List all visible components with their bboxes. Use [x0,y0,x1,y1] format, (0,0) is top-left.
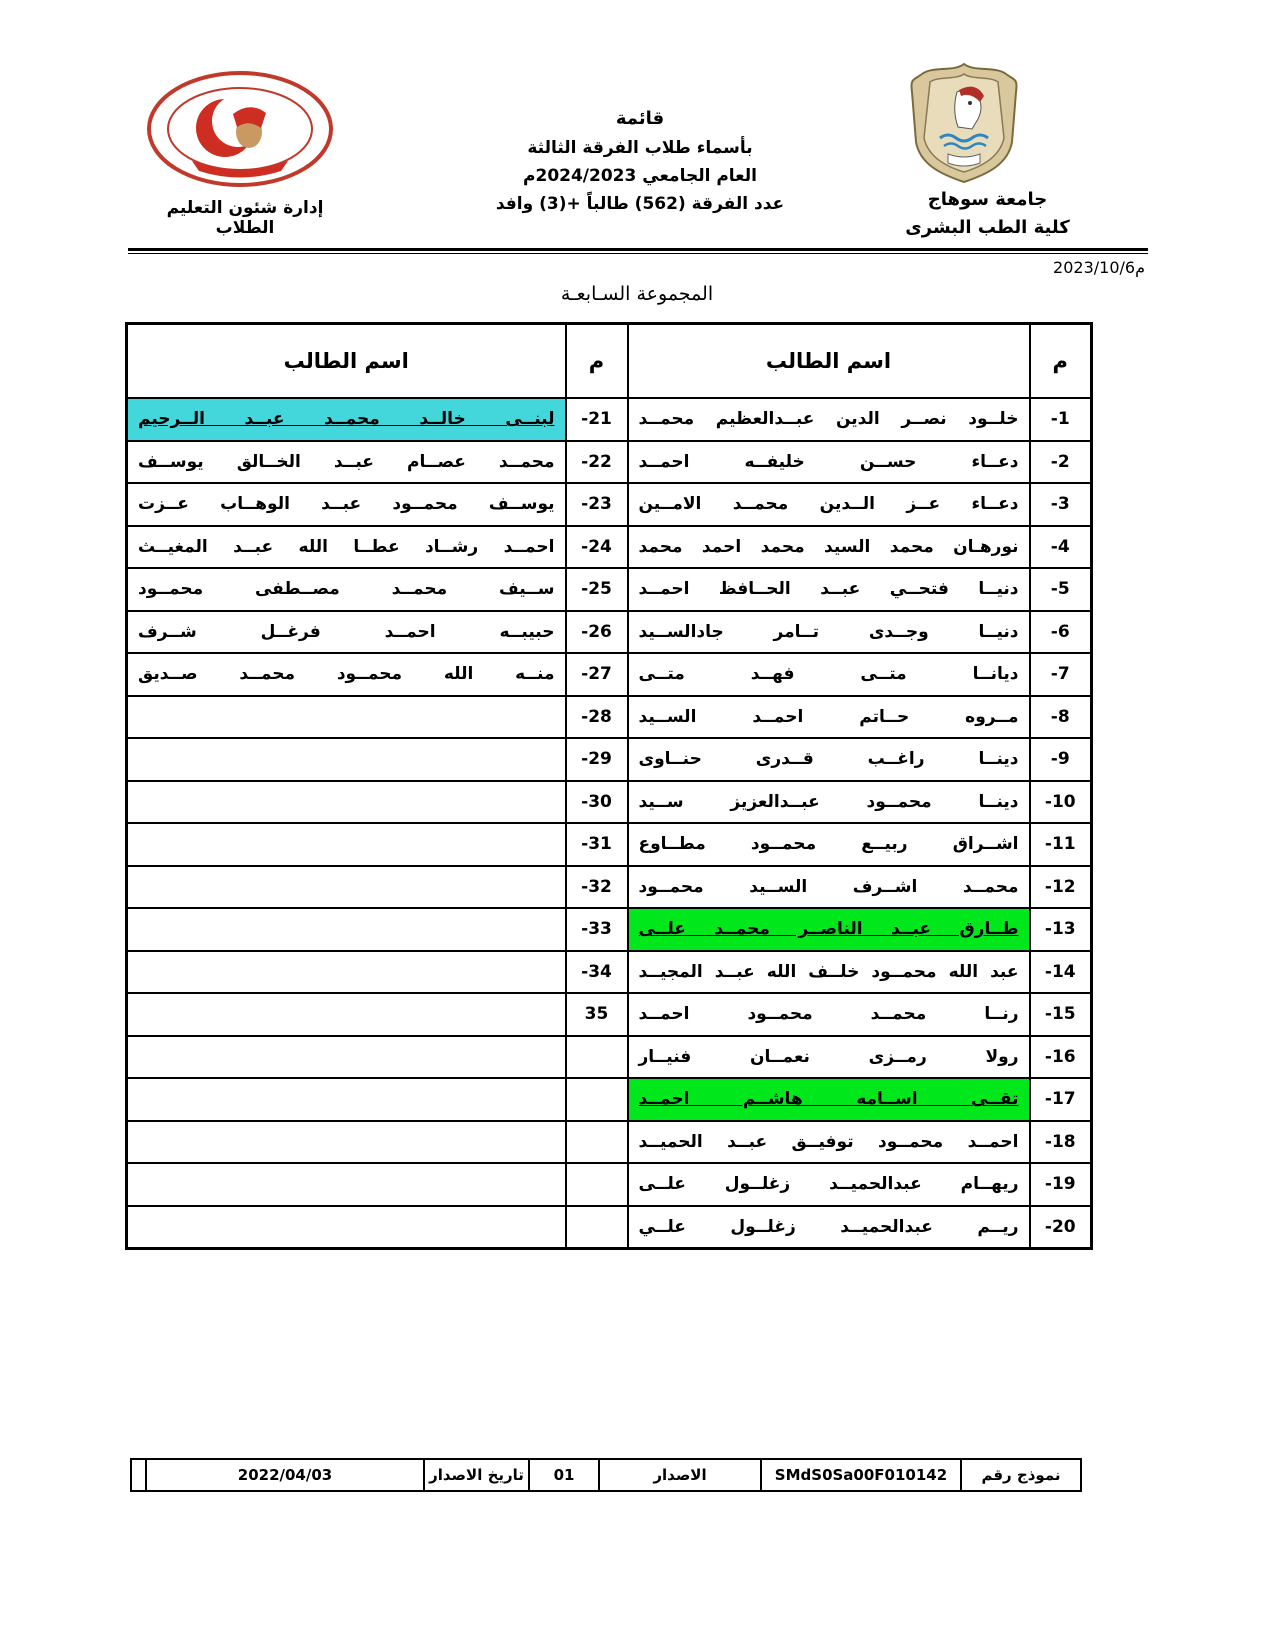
student-number-cell: -11 [1030,823,1092,866]
student-number-cell [566,1036,628,1079]
student-number-cell: -6 [1030,611,1092,654]
student-number-cell: -18 [1030,1121,1092,1164]
student-name-cell: منــه الله محمــود محمــد صــديق [127,653,566,696]
student-name-cell: دنيــا وجــدى تــامر جادالســيد [628,611,1030,654]
student-number-cell: -29 [566,738,628,781]
student-name-cell: احمــد رشــاد عطــا الله عبــد المغيــث [127,526,566,569]
table-row [127,993,1092,1036]
student-number-cell: -22 [566,441,628,484]
table-row [127,526,1092,569]
department-label: إدارة شئون التعليم الطلاب [166,198,324,238]
table-row [127,696,1092,739]
student-number-cell: -10 [1030,781,1092,824]
form-number-label: نموذج رقم [961,1459,1081,1491]
student-name-cell [127,866,566,909]
issue-date-label: تاريخ الاصدار [424,1459,529,1491]
table-row [127,441,1092,484]
issue-date-value: 2022/04/03 [146,1459,424,1491]
header-divider-thin [128,253,1148,254]
table-row [127,653,1092,696]
student-name-cell [127,1163,566,1206]
table-header-row [127,324,1092,399]
faculty-logo [145,70,335,192]
student-number-cell: -20 [1030,1206,1092,1249]
student-name-cell: دعــاء عــز الــدين محمــد الامــين [628,483,1030,526]
student-name-cell: طــارق عبــد الناصــر محمــد علــى [628,908,1030,951]
list-subtitle: بأسماء طلاب الفرقة الثالثة [527,138,753,158]
student-name-cell [127,993,566,1036]
student-name-cell [127,951,566,994]
student-name-cell: احمــد محمــود توفيــق عبــد الحميــد [628,1121,1030,1164]
student-number-cell: -19 [1030,1163,1092,1206]
student-number-cell: -27 [566,653,628,696]
table-row [127,1163,1092,1206]
name-column-header: اسم الطالب [127,324,566,399]
student-name-cell [127,908,566,951]
student-number-cell: -4 [1030,526,1092,569]
table-row [127,1036,1092,1079]
student-name-cell: ســيف محمــد مصــطفى محمــود [127,568,566,611]
header-divider [128,248,1148,251]
student-number-cell [566,1121,628,1164]
student-name-cell: حبيبــه احمــد فرغــل شــرف [127,611,566,654]
num-column-header: م [1030,324,1092,399]
title-block [415,108,865,222]
student-number-cell: -16 [1030,1036,1092,1079]
table-row [127,738,1092,781]
student-name-cell: رولا رمــزى نعمــان فنيــار [628,1036,1030,1079]
table-row [127,568,1092,611]
student-number-cell: -24 [566,526,628,569]
student-number-cell [566,1163,628,1206]
form-footer-row [131,1459,1081,1491]
university-logo [900,58,1028,190]
student-name-cell: عبد الله محمــود خلــف الله عبــد المجيــد [628,951,1030,994]
num-column-header: م [566,324,628,399]
student-name-cell [127,738,566,781]
student-table-body [127,398,1092,1249]
issue-label: الاصدار [599,1459,761,1491]
student-number-cell: -14 [1030,951,1092,994]
issue-value: 01 [529,1459,599,1491]
student-number-cell: -15 [1030,993,1092,1036]
student-name-cell: نورهـان محمد السيد محمد احمد محمد [628,526,1030,569]
student-name-cell: دينــا راغــب قــدرى حنــاوى [628,738,1030,781]
faculty-name: كلية الطب البشرى [905,216,1070,238]
university-logo-graphic [900,58,1028,186]
student-number-cell: -30 [566,781,628,824]
student-name-cell: محمــد عصــام عبــد الخــالق يوســف [127,441,566,484]
student-name-cell: دنيــا فتحــي عبــد الحــافظ احمــد [628,568,1030,611]
table-row [127,1206,1092,1249]
student-name-cell [127,823,566,866]
student-number-cell [566,1206,628,1249]
student-name-cell: لبنــى خالــد محمــد عبــد الــرحيم [127,398,566,441]
footer-empty-cell [131,1459,146,1491]
student-number-cell [566,1078,628,1121]
student-number-cell: 35 [566,993,628,1036]
table-row [127,483,1092,526]
student-name-cell [127,1036,566,1079]
student-name-cell [127,1121,566,1164]
student-name-cell: يوســف محمــود عبــد الوهــاب عــزت [127,483,566,526]
student-name-cell: محمــد اشــرف الســيد محمــود [628,866,1030,909]
student-number-cell: -7 [1030,653,1092,696]
student-number-cell: -12 [1030,866,1092,909]
student-number-cell: -33 [566,908,628,951]
student-name-cell: دعــاء حســن خليفــه احمــد [628,441,1030,484]
student-name-cell: ريــم عبدالحميــد زغلــول علــي [628,1206,1030,1249]
student-number-cell: -31 [566,823,628,866]
student-name-cell: مــروه حــاتم احمــد الســيد [628,696,1030,739]
student-number-cell: -21 [566,398,628,441]
document-date: 2023/10/6م [1053,258,1145,277]
student-name-cell: اشــراق ربيــع محمــود مطــاوع [628,823,1030,866]
list-title: قائمة [615,108,665,129]
student-name-cell: ديانــا متــى فهــد متــى [628,653,1030,696]
student-name-cell: ريهــام عبدالحميــد زغلــول علــى [628,1163,1030,1206]
university-name-block [880,186,1095,242]
table-row [127,781,1092,824]
student-number-cell: -13 [1030,908,1092,951]
student-name-cell: تقــى اســامه هاشــم احمــد [628,1078,1030,1121]
student-number-cell: -28 [566,696,628,739]
university-name: جامعة سوهاج [927,189,1048,210]
class-count: عدد الفرقة (562) طالباً +(3) وافد [495,194,785,214]
student-table [125,322,1093,1250]
student-name-cell [127,1206,566,1249]
student-number-cell: -23 [566,483,628,526]
student-number-cell: -34 [566,951,628,994]
student-number-cell: -25 [566,568,628,611]
student-number-cell: -17 [1030,1078,1092,1121]
student-name-cell: دينــا محمــود عبــدالعزيز ســيد [628,781,1030,824]
table-row [127,611,1092,654]
table-row [127,908,1092,951]
student-number-cell: -26 [566,611,628,654]
student-number-cell: -1 [1030,398,1092,441]
table-row [127,951,1092,994]
table-row [127,398,1092,441]
table-row [127,866,1092,909]
academic-year: العام الجامعي 2024/2023م [523,166,757,186]
table-row [127,1078,1092,1121]
form-number-value: SMdS0Sa00F010142 [761,1459,961,1491]
student-name-cell [127,781,566,824]
faculty-logo-graphic [145,70,335,188]
name-column-header: اسم الطالب [628,324,1030,399]
table-row [127,1121,1092,1164]
student-name-cell [127,696,566,739]
student-name-cell: خلــود نصــر الدين عبــدالعظيم محمــد [628,398,1030,441]
group-title: المجموعة السـابعـة [560,283,714,305]
student-name-cell: رنــا محمــد محمــود احمــد [628,993,1030,1036]
student-number-cell: -5 [1030,568,1092,611]
table-row [127,823,1092,866]
student-number-cell: -2 [1030,441,1092,484]
student-number-cell: -8 [1030,696,1092,739]
student-number-cell: -32 [566,866,628,909]
form-footer [130,1458,1082,1492]
student-number-cell: -9 [1030,738,1092,781]
student-number-cell: -3 [1030,483,1092,526]
student-name-cell [127,1078,566,1121]
